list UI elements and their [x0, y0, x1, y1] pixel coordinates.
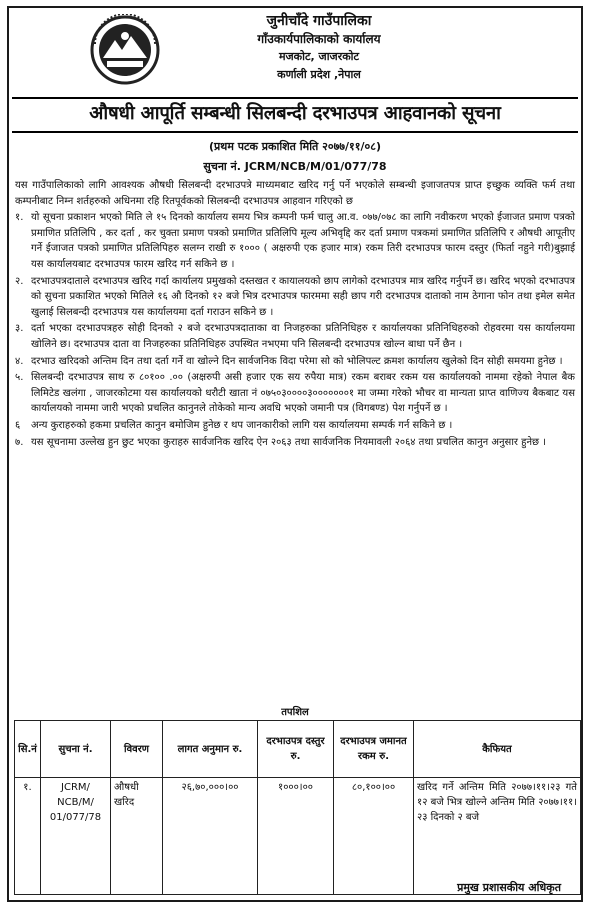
- letterhead: [194, 12, 444, 84]
- column-header: विवरण: [111, 721, 163, 778]
- bid-security-cell: ८०,१००।००: [334, 778, 414, 895]
- condition-number: १.: [15, 212, 24, 224]
- column-header: लागत अनुमान रु.: [163, 721, 258, 778]
- condition-item: [15, 321, 575, 352]
- condition-number: ४.: [15, 355, 24, 367]
- condition-number: ६: [15, 419, 21, 431]
- table-header-row: [15, 721, 581, 778]
- condition-text: दरभाउपत्रदाताले दरभाउपत्र खरिद गर्दा कार्यालय प्रमुखको दस्तखत र कायालयको छाप लागेको दरभाउपत्र मात्र खरिद गर्नुपर्ने छ। खरिद भएको दरभाउपत्र को सुचना प्रकाशित भएको मितिले १६ औ दिनको १२ बजे भित्र दरभाउपत्र फारममा सही छाप गरी दरभाउपत्र दाताको नाम ठेगाना फोन तथा इमेल समेत खुलाई सिलबन्दी दरभाउपत्र यस कार्यालयमा दर्ता गराउन सकिने छ ।: [31, 275, 575, 318]
- province-name: कर्णाली प्रदेश ,नेपाल: [277, 68, 361, 81]
- notice-body: [15, 178, 575, 451]
- condition-number: ३.: [15, 323, 24, 335]
- column-header: कैफियत: [414, 721, 581, 778]
- notice-page: [7, 6, 583, 902]
- description-cell: औषधी खरिद: [111, 778, 163, 895]
- office-address: मजकोट, जाजरकोट: [278, 50, 360, 63]
- notice-reference: सुचना नं. JCRM/NCB/M/01/077/78: [203, 160, 387, 173]
- condition-item: [15, 435, 575, 451]
- fee-cell: १०००।००: [258, 778, 334, 895]
- condition-text: यो सूचना प्रकाशन भएको मिति ले १५ दिनको कार्यालय समय भित्र कम्पनी फर्म चालु आ.व. ०७७/०७८ का लागि नवीकरण भएको ईजाजत प्रमाण पत्रको प्रमाणित प्रतिलिपि , कर दर्ता , कर चुक्ता प्रमाण पत्रको प्रमाणित प्रतिलिपि मूल्य अभिवृद्दि कर दर्ता प्रमाण पत्रकमां प्रमाणित प्रतिलिपि र औषधी आपूतीए गर्ने ईजाजत पत्रको प्रमाणित प्रतिलिपिहरु सलग्न राखी रु १००० ( अक्षरुपी एक हजार मात्र) रकम तिरी दरभाउपत्र फारम दस्तुर (फिर्ता नहुने गरी)बुझाई यस कार्यालयबाट दरभाउपत्र फारम खरिद गर्न सकिने छ ।: [31, 212, 575, 270]
- condition-item: [15, 418, 575, 434]
- signatory-title: प्रमुख प्रशासकीय अधिकृत: [457, 881, 561, 894]
- notice-title: औषधी आपूर्ति सम्बन्धी सिलबन्दी दरभाउपत्र आहवानको सूचना: [12, 97, 578, 133]
- column-header: सि.नं: [15, 721, 41, 778]
- condition-text: अन्य कुराहरुको हकमा प्रचलित कानुन बमोजिम हुनेछ र थप जानकारीको लागि यस कार्यालयमा सम्पर्क गर्न सकिने छ ।: [31, 419, 453, 431]
- municipality-emblem-icon: [89, 14, 161, 86]
- notice-intro: यस गाउँपालिकाको लागि आवश्यक औषधी सिलबन्दी दरभाउपत्रे माध्यमबाट खरिद गर्नु पर्ने भएकोले सम्बन्धी इजाजतपत्र प्राप्त इच्छुक व्यक्ति फर्म तथा कम्पनीबाट निम्न शर्तहरुको अधिनमा रहि रितपूर्वकको सिलबन्दी दरभाउपत्र आहवान गरिएको छ: [15, 180, 575, 207]
- column-header: सुचना नं.: [41, 721, 111, 778]
- condition-number: २.: [15, 275, 24, 287]
- remarks-cell: खरिद गर्ने अन्तिम मिति २०७७।११।२३ गते १२ बजे भित्र खोल्ने अन्तिम मिति २०७७।११।२३ दिनको २ बजे: [414, 778, 581, 895]
- condition-text: यस सूचनामा उल्लेख हुन छुट भएका कुराहरु सार्वजनिक खरिद ऐन २०६३ तथा सार्वजनिक नियमावली २०६४ तथा प्रचलित कानुन अनुसार हुनेछ ।: [31, 436, 547, 448]
- cost-estimate-cell: २६,७०,०००।००: [163, 778, 258, 895]
- column-header: दरभाउपत्र जमानत रकम रु.: [334, 721, 414, 778]
- condition-text: दर्ता भएका दरभाउपत्रहरु सोही दिनको २ बजे दरभाउपत्रदाताका वा निजहरुका प्रतिनिधिहरु र कार्यालयका प्रतिनिधिहरुको रोहवरमा यस कार्यालयमा खोलिने छ। दरभाउपत्र दाता वा निजहरुका प्रतिनिधिहरु उपस्थित नभएमा पनि सिलबन्दी दरभाउपत्र खोल्न बाधा पर्ने छैन ।: [31, 323, 575, 350]
- condition-number: ५.: [15, 372, 24, 384]
- condition-item: [15, 370, 575, 417]
- publication-date: (प्रथम पटक प्रकाशित मिति २०७७/११/०८): [209, 140, 381, 153]
- condition-item: [15, 274, 575, 321]
- condition-item: [15, 354, 575, 370]
- condition-number: ७.: [15, 436, 24, 448]
- schedule-caption: तपशिल: [281, 707, 309, 718]
- table-row: [15, 778, 581, 895]
- condition-text: दरभाउ खरिदको अन्तिम दिन तथा दर्ता गर्ने वा खोल्ने दिन सार्वजनिक विदा परेमा सो को भोलिपल्ट क्रमश कार्यालय खुलेको दिन सोही समयमा हुनेछ ।: [31, 355, 563, 367]
- serial-number-cell: १.: [15, 778, 41, 895]
- condition-text: सिलबन्दी दरभाउपत्र साथ रु ८०१०० .०० (अक्षरुपी असी हजार एक सय रुपैया मात्र) रकम बराबर रकम यस कार्यालयको नाममा रहेको नेपाल बैक लिमिटेड खलंगा , जाजरकोटमा यस कार्यालयको धरौटी खाता नं ०७५०३००००३०००००००१ मा जम्मा गरेको भौचर वा मान्यता प्राप्त वाणिज्य बैकबाट यस कार्यालयको नाममा जारी भएको प्रचलित कानुनले तोकेको मान्य अवधि भएको जमानी पत्र (विगबण्ड) पेश गर्नुपर्ने छ ।: [31, 372, 575, 415]
- notice-number-cell: JCRM/ NCB/M/ 01/077/78: [41, 778, 111, 895]
- column-header: दरभाउपत्र दस्तुर रु.: [258, 721, 334, 778]
- schedule-table: [14, 720, 581, 895]
- condition-item: [15, 210, 575, 272]
- municipality-name: जुनीचाँदे गाउँपालिका: [266, 13, 372, 29]
- office-name: गाँउकार्यपालिकाको कार्यालय: [257, 32, 381, 46]
